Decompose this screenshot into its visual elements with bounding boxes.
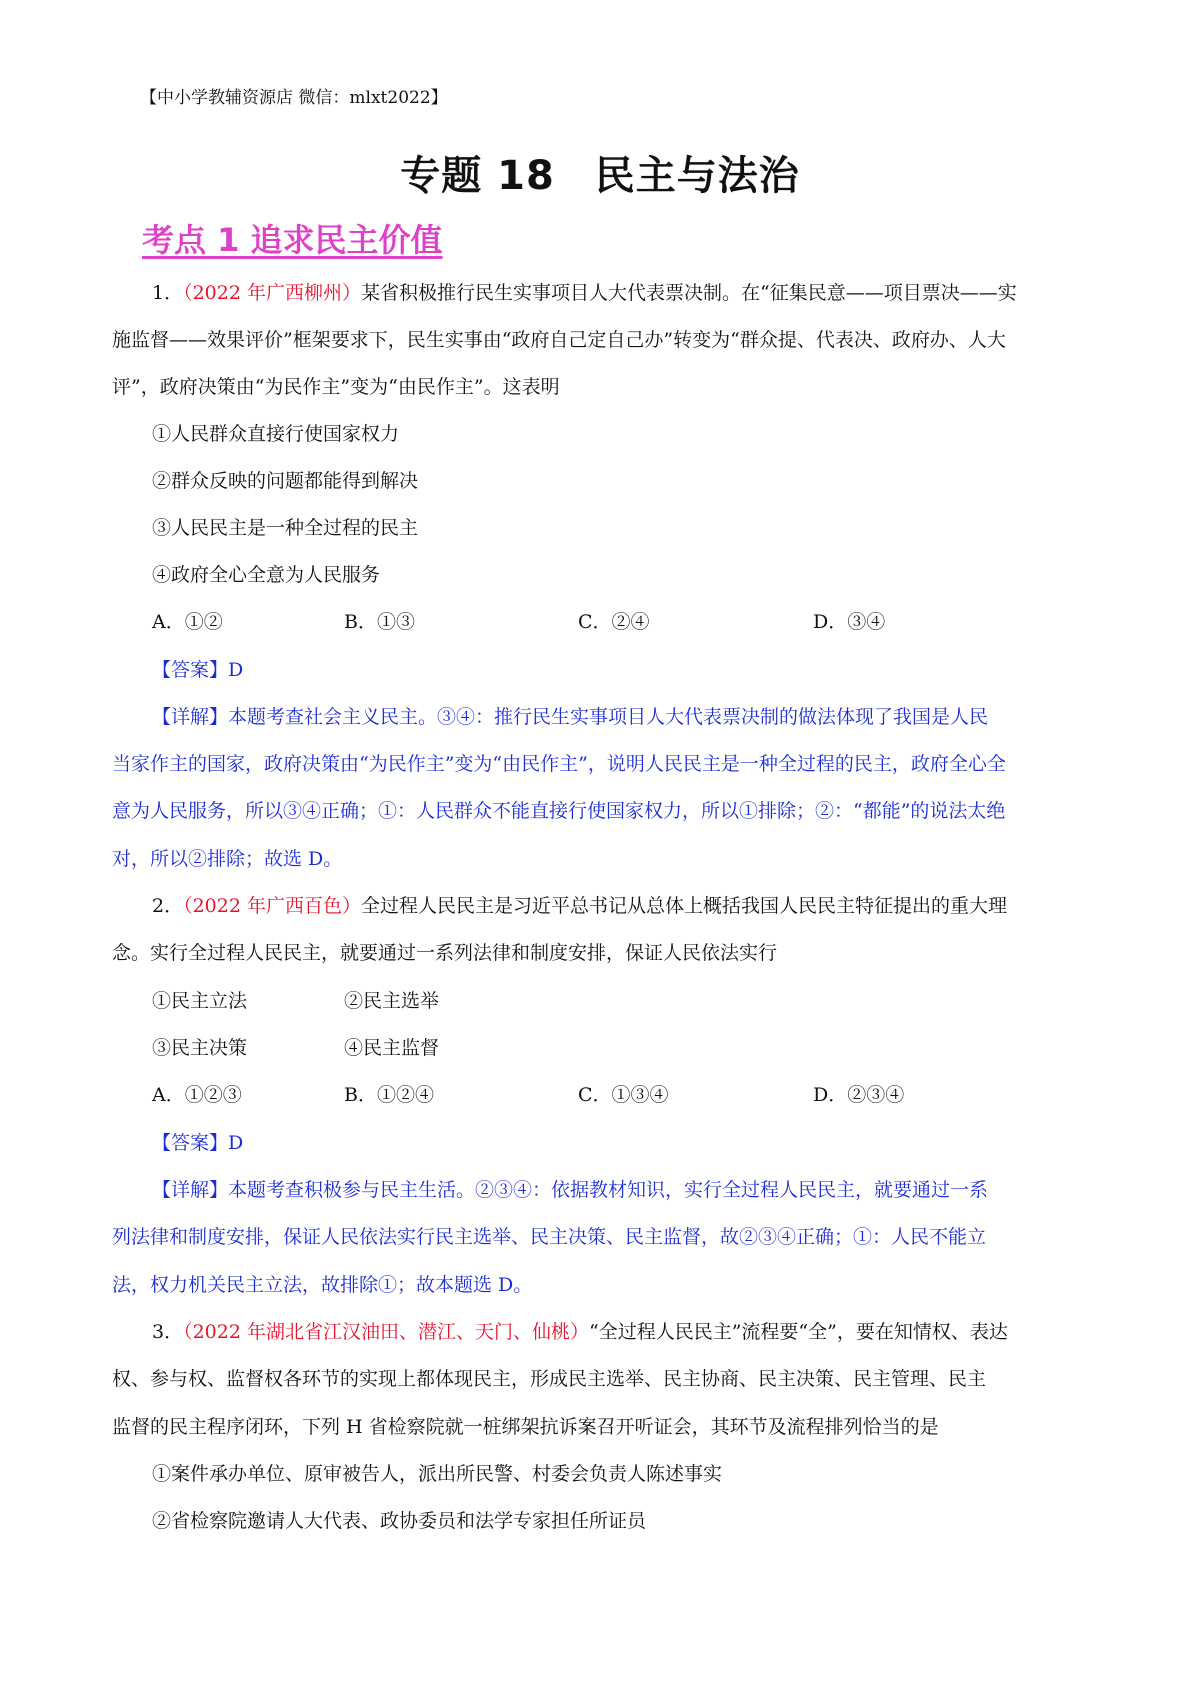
section-heading: 考点 1 追求民主价值 [142,221,443,259]
q1-explain-line-2: 当家作主的国家，政府决策由“为民作主”变为“由民作主”，说明人民民主是一种全过程的民主，政府全心全 [112,753,1006,775]
q1-item-4: ④政府全心全意为人民服务 [152,564,381,586]
q3-item-1: ①案件承办单位、原审被告人，派出所民警、村委会负责人陈述事实 [152,1463,723,1485]
q2-explain-line-3: 法，权力机关民主立法，故排除①；故本题选 D。 [112,1274,533,1296]
q2-stem-line-1: 2．（2022 年广西百色）全过程人民民主是习近平总书记从总体上概括我国人民民主特征提出的重大理 [152,895,1008,917]
q2-explain-line-2: 列法律和制度安排，保证人民依法实行民主选举、民主决策、民主监督，故②③④正确；①：人民不能立 [112,1226,987,1248]
q2-number: 2． [152,895,184,917]
q2-item-4: ④民主监督 [344,1037,440,1059]
q1-stem-line-3: 评”，政府决策由“为民作主”变为“由民作主”。这表明 [112,376,560,398]
title-part1: 专题 18 [400,153,555,199]
q1-number: 1． [152,282,184,304]
q1-answer: 【答案】D [152,659,244,681]
q1-explain-line-3: 意为人民服务，所以③④正确；①：人民群众不能直接行使国家权力，所以①排除；②：“都能”的说法太绝 [112,800,1006,822]
q3-source: （2022 年湖北省江汉油田、潜江、天门、仙桃） [183,1321,589,1343]
q2-option-a: A．①②③ [152,1084,242,1106]
q1-explain-line-4: 对，所以②排除；故选 D。 [112,848,343,870]
q2-item-2: ②民主选举 [344,990,440,1012]
q1-stem-line-2: 施监督——效果评价”框架要求下，民生实事由“政府自己定自己办”转变为“群众提、代表决、政府办、人大 [112,329,1006,351]
title-part2: 民主与法治 [594,153,800,199]
q2-explain-line-1: 【详解】本题考查积极参与民主生活。②③④：依据教材知识，实行全过程人民民主，就要通过一系 [152,1179,989,1201]
q3-stem-line-3: 监督的民主程序闭环，下列 H 省检察院就一桩绑架抗诉案召开听证会，其环节及流程排列恰当的是 [112,1416,939,1438]
q1-item-1: ①人民群众直接行使国家权力 [152,423,400,445]
q3-stem-line-1: 3．（2022 年湖北省江汉油田、潜江、天门、仙桃）“全过程人民民主”流程要“全”，要在知情权、表达 [152,1321,1008,1343]
header-note: 【中小学教辅资源店 微信：mlxt2022】 [140,88,448,108]
q1-option-b: B．①③ [344,611,415,633]
q1-option-c: C．②④ [578,611,650,633]
q1-item-3: ③人民民主是一种全过程的民主 [152,517,419,539]
q2-item-1: ①民主立法 [152,990,248,1012]
q1-stem-line-1: 1．（2022 年广西柳州）某省积极推行民生实事项目人大代表票决制。在“征集民意——项目票决——实 [152,282,1017,304]
q1-option-d: D．③④ [813,611,886,633]
q3-stem-line-2: 权、参与权、监督权各环节的实现上都体现民主，形成民主选举、民主协商、民主决策、民主管理、民主 [112,1368,987,1390]
q2-answer: 【答案】D [152,1132,244,1154]
q2-option-c: C．①③④ [578,1084,669,1106]
q2-source: （2022 年广西百色） [183,895,361,917]
q3-item-2: ②省检察院邀请人大代表、政协委员和法学专家担任所证员 [152,1510,647,1532]
q1-explain-line-1: 【详解】本题考查社会主义民主。③④：推行民生实事项目人大代表票决制的做法体现了我国是人民 [152,706,989,728]
q3-number: 3． [152,1321,184,1343]
q1-source: （2022 年广西柳州） [183,282,361,304]
q2-option-d: D．②③④ [813,1084,905,1106]
q1-item-2: ②群众反映的问题都能得到解决 [152,470,419,492]
q2-stem-line-2: 念。实行全过程人民民主，就要通过一系列法律和制度安排，保证人民依法实行 [112,942,778,964]
q2-option-b: B．①②④ [344,1084,434,1106]
page-title [0,148,1200,204]
q1-option-a: A．①② [152,611,223,633]
q2-item-3: ③民主决策 [152,1037,248,1059]
